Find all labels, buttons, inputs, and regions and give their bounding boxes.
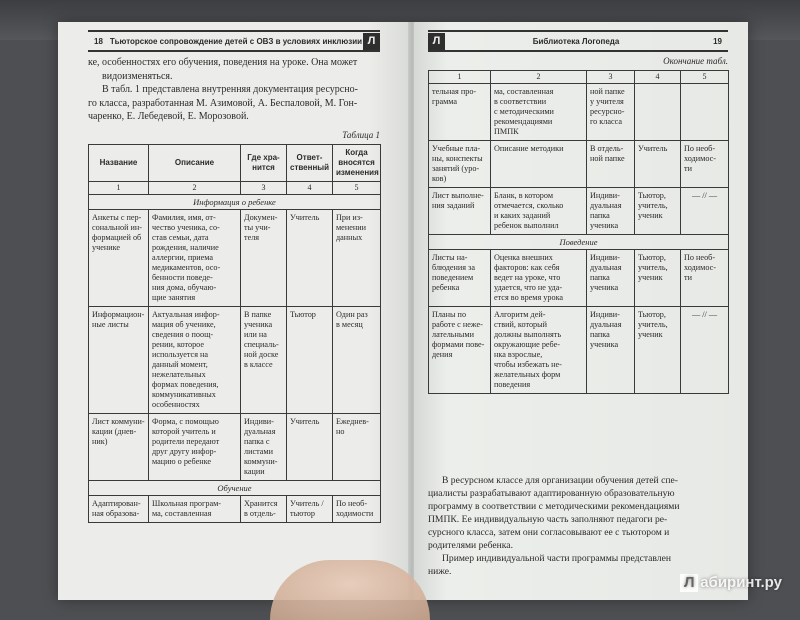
table-cell: Листы на- блюдения за поведением ребенка xyxy=(429,250,491,307)
left-corner-letter: Л xyxy=(363,33,380,50)
table-cell: По необ- ходимос- ти xyxy=(681,141,729,188)
table-cell: Информацион- ные листы xyxy=(89,307,149,414)
left-intro-text xyxy=(88,56,380,124)
right-running-header xyxy=(428,30,728,52)
table-cell: Тьютор, учитель, ученик xyxy=(635,188,681,235)
table-row xyxy=(429,84,729,141)
labirint-watermark-logo xyxy=(680,574,782,592)
table-cell: В папке ученика или на специаль- ной доске в классе xyxy=(241,307,287,414)
table-cell: Оценка внешних факторов: как себя ведет на уроке, что удается, что не уда- ется во время урока xyxy=(491,250,587,307)
table-cell: Анкеты с пер- сональной ин- формацией об ученике xyxy=(89,210,149,307)
text-line: Пример индивидуальной части программы представлен xyxy=(442,553,671,564)
column-number: 1 xyxy=(89,182,149,195)
column-number-row xyxy=(89,182,381,195)
book-spread xyxy=(58,22,748,600)
right-table-caption: Окончание табл. xyxy=(663,56,728,66)
table-row xyxy=(429,307,729,394)
watermark-letter: Л xyxy=(680,574,698,592)
documentation-table-continued xyxy=(428,70,729,394)
table-cell: Учитель xyxy=(635,141,681,188)
table-cell xyxy=(681,84,729,141)
column-number: 5 xyxy=(681,71,729,84)
table-cell: Учитель xyxy=(287,210,333,307)
left-page-number: 18 xyxy=(94,36,103,46)
text-line: го класса, разработанная М. Азимовой, А. Беспаловой, М. Гон- xyxy=(88,97,358,109)
table-cell: Бланк, в котором отмечается, сколько и каких заданий ребенок выполнил xyxy=(491,188,587,235)
table-cell: Докумен- ты учи- теля xyxy=(241,210,287,307)
column-number-row xyxy=(429,71,729,84)
column-header: Название xyxy=(89,145,149,182)
right-corner-letter: Л xyxy=(428,33,445,50)
table-cell: По необ- ходимос- ти xyxy=(681,250,729,307)
text-line: видоизменяться. xyxy=(102,70,173,82)
right-running-title: Библиотека Логопеда xyxy=(532,36,620,46)
table-cell: Планы по работе с нежe- лательными формами пове- дения xyxy=(429,307,491,394)
table-cell: В отдель- ной папке xyxy=(587,141,635,188)
section-heading-info: Информация о ребенке xyxy=(89,195,381,210)
table-cell: Один раз в месяц xyxy=(333,307,381,414)
text-line: ке, особенностях его обучения, поведения на уроке. Она может xyxy=(88,57,358,68)
text-line: чаренко, Е. Лебедевой, Е. Морозовой. xyxy=(88,111,249,122)
column-number: 4 xyxy=(287,182,333,195)
left-table-caption: Таблица 1 xyxy=(342,130,380,140)
text-line: родителями ребенка. xyxy=(428,540,513,551)
table-cell: ной папке у учителя ресурсно- го класса xyxy=(587,84,635,141)
column-header: Ответ- ственный xyxy=(287,145,333,182)
left-running-title: Тьюторское сопровождение детей с ОВЗ в условиях инклюзии xyxy=(109,36,363,46)
column-number: 5 xyxy=(333,182,381,195)
column-header: Где хра- нится xyxy=(241,145,287,182)
column-header: Когда вносятся изменения xyxy=(333,145,381,182)
table-cell: Лист выполне- ния заданий xyxy=(429,188,491,235)
table-cell: По необ- ходимости xyxy=(333,496,381,523)
section-heading-learning: Обучение xyxy=(89,481,381,496)
table-cell: Индиви- дуальная папка с листами коммуни- кации xyxy=(241,414,287,481)
text-line: ПМПК. Ее индивидуальную часть заполняют педагоги ре- xyxy=(428,514,668,525)
table-cell: Актуальная инфор- мация об ученике, сведения о поощ- рении, которое используется на данный момент, нежелательных формах поведения, коммуникативных особенностях xyxy=(149,307,241,414)
table-cell: Индиви- дуальная папка ученика xyxy=(587,188,635,235)
section-row xyxy=(89,481,381,496)
table-cell: Тьютор, учитель, ученик xyxy=(635,250,681,307)
table-cell: При из- менении данных xyxy=(333,210,381,307)
text-line: сурсного класса, затем они согласовывают ее с тьютором и xyxy=(428,527,670,538)
text-line: циалисты разрабатывают адаптированную образовательную xyxy=(428,488,675,499)
table-cell: — // — xyxy=(681,188,729,235)
table-row xyxy=(89,307,381,414)
column-number: 3 xyxy=(241,182,287,195)
section-row xyxy=(89,195,381,210)
column-number: 2 xyxy=(149,182,241,195)
right-page-number: 19 xyxy=(713,36,722,46)
table-cell: Лист коммуни- кации (днев- ник) xyxy=(89,414,149,481)
table-cell: Тьютор xyxy=(287,307,333,414)
table-cell: Фамилия, имя, от- чество ученика, со- став семьи, дата рождения, наличие аллергии, приема медикаментов, осо- бенности поведе- ния дома, обучаю- щие занятия xyxy=(149,210,241,307)
table-cell: Индиви- дуальная папка ученика xyxy=(587,307,635,394)
table-cell: Адаптирован- ная образова- xyxy=(89,496,149,523)
right-page xyxy=(414,22,748,600)
documentation-table xyxy=(88,144,381,523)
table-cell: Учитель xyxy=(287,414,333,481)
section-row xyxy=(429,235,729,250)
table-cell xyxy=(635,84,681,141)
table-cell: Алгоритм дей- ствий, который должны выполнять окружающие ребе- нка взрослые, чтобы избежать не- желательных форм поведения xyxy=(491,307,587,394)
watermark-text: абиринт.ру xyxy=(700,574,782,591)
table-row xyxy=(89,210,381,307)
table-cell: Форма, с помощью которой учитель и родители передают друг другу инфор- мацию о ребенке xyxy=(149,414,241,481)
column-number: 1 xyxy=(429,71,491,84)
table-row xyxy=(89,496,381,523)
table-row xyxy=(429,188,729,235)
column-number: 4 xyxy=(635,71,681,84)
table-cell: Тьютор, учитель, ученик xyxy=(635,307,681,394)
column-number: 3 xyxy=(587,71,635,84)
table-row xyxy=(429,141,729,188)
table-cell: ма, составленная в соответствии с методическими рекомендациями ПМПК xyxy=(491,84,587,141)
left-running-header xyxy=(88,30,380,52)
table-cell: тельная про- грамма xyxy=(429,84,491,141)
text-line: В табл. 1 представлена внутренняя документация ресурсно- xyxy=(102,84,358,95)
text-line: программу в соответствии с методическими рекомендациями xyxy=(428,501,680,512)
column-header: Описание xyxy=(149,145,241,182)
table-cell: Учебные пла- ны, конспекты занятий (уро- ков) xyxy=(429,141,491,188)
text-line: ниже. xyxy=(428,566,452,577)
section-heading-behavior: Поведение xyxy=(429,235,729,250)
table-cell: Индиви- дуальная папка ученика xyxy=(587,250,635,307)
table-row xyxy=(429,250,729,307)
table-header-row xyxy=(89,145,381,182)
left-page xyxy=(58,22,410,600)
column-number: 2 xyxy=(491,71,587,84)
table-cell: Школьная програм- ма, составленная xyxy=(149,496,241,523)
table-cell: Описание методики xyxy=(491,141,587,188)
table-cell: Хранится в отдель- xyxy=(241,496,287,523)
right-body-text xyxy=(428,474,728,578)
table-cell: — // — xyxy=(681,307,729,394)
table-cell: Учитель / тьютор xyxy=(287,496,333,523)
table-cell: Ежеднев- но xyxy=(333,414,381,481)
table-row xyxy=(89,414,381,481)
text-line: В ресурсном классе для организации обучения детей спе- xyxy=(442,475,678,486)
